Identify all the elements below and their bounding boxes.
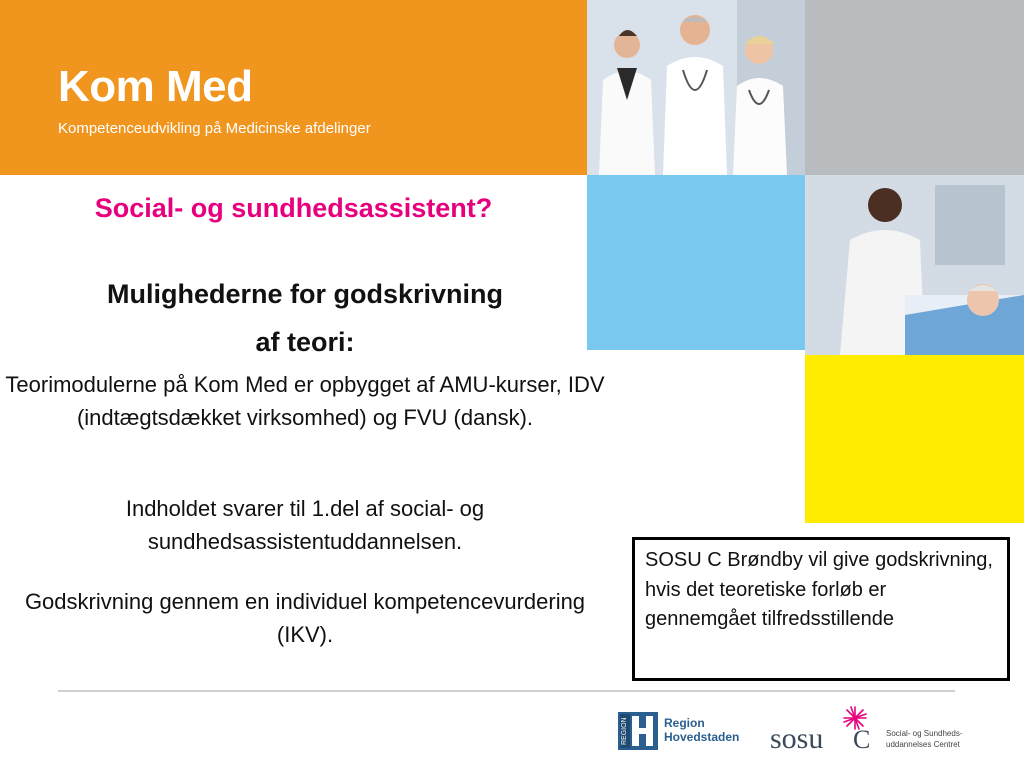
- paragraph-content: Indholdet svarer til 1.del af social- og sundhedsassistentuddannelsen.: [125, 496, 485, 554]
- subheading-line-1: Mulighederne for godskrivning: [106, 279, 504, 309]
- header-banner: [0, 0, 587, 175]
- slide-subheading: [0, 270, 610, 366]
- sosu-letter-c: C: [853, 725, 871, 754]
- slide-heading: Social- og sundhedsassistent?: [94, 193, 493, 223]
- sosu-tagline-1: Social- og Sundheds-: [886, 729, 963, 738]
- sosu-wordmark: sosu: [770, 722, 824, 755]
- region-vertical-label: REGION: [620, 714, 630, 748]
- staff-photo: [587, 0, 805, 175]
- callout-box: [632, 537, 1010, 681]
- patient-care-photo: [805, 175, 1024, 355]
- sosu-tagline-2: uddannelses Centret: [886, 740, 960, 749]
- region-hovedstaden-logo: [618, 712, 758, 752]
- paragraph-ikv: Godskrivning gennem en individuel kompetencevurdering (IKV).: [24, 589, 586, 647]
- gray-color-block: [805, 0, 1024, 175]
- footer-divider: [58, 690, 955, 692]
- paragraph-modules: Teorimodulerne på Kom Med er opbygget af AMU-kurser, IDV (indtægtsdækket virksomhed) og FVU (dansk).: [5, 372, 605, 430]
- region-name-line-1: Region: [664, 716, 705, 730]
- sosu-c-logo: [770, 705, 970, 755]
- blue-color-block: [587, 175, 805, 350]
- yellow-color-block: [805, 355, 1024, 523]
- banner-subtitle: Kompetenceudvikling på Medicinske afdelinger: [58, 120, 371, 137]
- banner-title: Kom Med: [58, 62, 253, 111]
- region-name-line-2: Hovedstaden: [664, 730, 740, 744]
- callout-text: SOSU C Brøndby vil give godskrivning, hvis det teoretiske forløb er gennemgået tilfredsstillende: [645, 549, 993, 630]
- subheading-line-2: af teori:: [255, 327, 355, 357]
